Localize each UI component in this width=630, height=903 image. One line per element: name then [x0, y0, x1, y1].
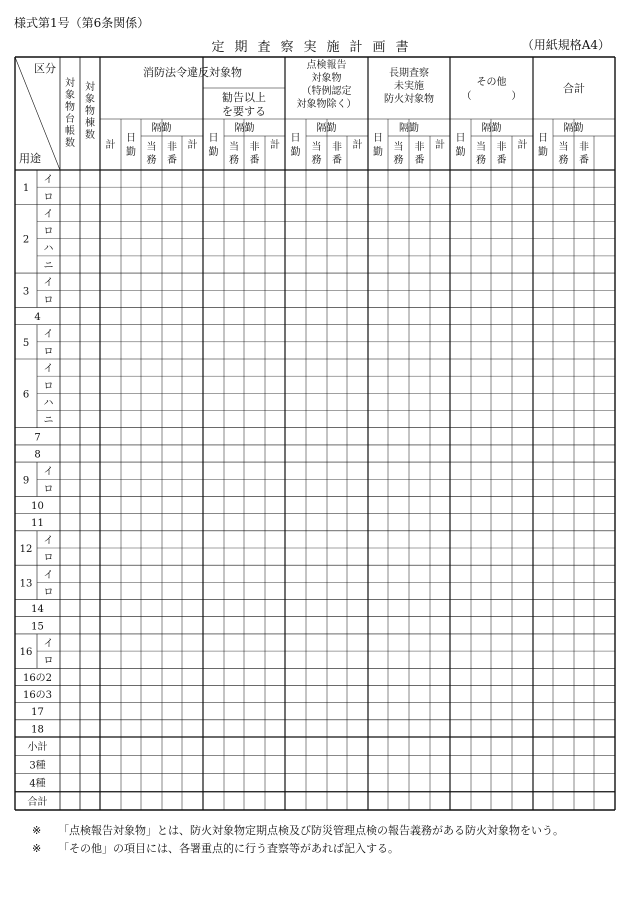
use-subcategory-label: ロ	[43, 380, 54, 392]
longterm-group-header: 防火対象物	[384, 94, 434, 105]
use-subcategory-label: イ	[43, 466, 54, 478]
use-category-label: 13	[19, 578, 33, 590]
nikkin-header: 勤	[290, 147, 301, 158]
daicho-count-header: 対	[65, 78, 75, 89]
use-subcategory-label: イ	[43, 638, 54, 650]
use-category-label: 9	[22, 475, 30, 487]
nikkin-header: 日	[538, 133, 548, 144]
hiban-header: 番	[496, 155, 507, 166]
nikkin-header: 日	[290, 133, 301, 144]
note-1-text: 「点検報告対象物」とは、防火対象物定期点検及び防災管理点検の報告義務がある防火対象物をいう。	[58, 824, 564, 837]
use-subcategory-label: イ	[43, 329, 54, 341]
kakkin-header: 隔勤	[399, 123, 419, 134]
use-subcategory-label: ニ	[43, 415, 54, 427]
use-category-label: 15	[31, 621, 44, 633]
building-count-header: 象	[85, 94, 95, 105]
use-category-label: 5	[22, 337, 30, 349]
use-subcategory-label: ニ	[43, 260, 54, 272]
kei-header: 計	[270, 140, 280, 151]
hiban-header: 非	[496, 142, 507, 153]
use-category-label: 16の2	[22, 672, 53, 684]
use-category-label: 11	[31, 518, 44, 530]
note-2-mark: ※	[32, 842, 42, 855]
nikkin-header: 勤	[455, 147, 466, 158]
use-category-label: 14	[31, 604, 44, 616]
kakkin-header: 隔勤	[316, 123, 337, 134]
use-category-label: 16の3	[22, 690, 53, 702]
toumu-header: 当	[229, 142, 239, 153]
page-title: 定期査察実施計画書	[211, 40, 419, 55]
hiban-header: 非	[332, 142, 342, 153]
note-2-text: 「その他」の項目には、各署重点的に行う査察等があれば記入する。	[58, 842, 399, 855]
toumu-header: 務	[558, 155, 569, 166]
building-count-header: 対	[85, 82, 95, 93]
toumu-header: 当	[393, 142, 404, 153]
daicho-count-header: 数	[65, 138, 75, 149]
note-1	[32, 822, 564, 838]
violation-group-header: 消防法令違反対象物	[143, 66, 242, 79]
total-group-header: 合計	[563, 82, 585, 95]
summary-row-label: 4種	[29, 778, 46, 790]
toumu-header: 当	[146, 142, 157, 153]
use-category-label: 16	[19, 647, 33, 659]
hiban-header: 番	[579, 155, 589, 166]
toumu-header: 当	[558, 142, 569, 153]
hiban-header: 番	[332, 155, 342, 166]
toumu-header: 務	[476, 155, 486, 166]
kakkin-header: 隔勤	[563, 123, 584, 134]
kankoku-header: を要する	[222, 105, 266, 118]
use-subcategory-label: イ	[43, 174, 54, 186]
kei-header: 計	[352, 140, 363, 151]
hiban-header: 非	[579, 142, 589, 153]
kei-header: 計	[187, 140, 198, 151]
inspection-group-header: （特例認定	[301, 86, 352, 97]
use-subcategory-label: ロ	[43, 483, 54, 495]
use-subcategory-label: ロ	[43, 586, 54, 598]
longterm-group-header: 未実施	[394, 81, 424, 92]
note-2	[32, 840, 399, 856]
hiban-header: 番	[249, 155, 260, 166]
use-subcategory-label: ロ	[43, 552, 54, 564]
hiban-header: 非	[167, 142, 177, 153]
toumu-header: 務	[393, 155, 404, 166]
use-subcategory-label: イ	[43, 363, 54, 375]
use-category-label: 1	[22, 183, 30, 195]
nikkin-header: 日	[126, 133, 136, 144]
summary-row-label: 3種	[29, 760, 46, 772]
hiban-header: 非	[249, 142, 260, 153]
use-subcategory-label: ハ	[43, 243, 54, 255]
nikkin-header: 勤	[208, 147, 219, 158]
use-category-label: 12	[19, 544, 33, 555]
kakkin-header: 隔勤	[481, 123, 502, 134]
daicho-count-header: 物	[65, 102, 75, 113]
use-subcategory-label: ロ	[43, 655, 54, 667]
use-subcategory-label: イ	[43, 277, 54, 289]
use-category-label: 18	[31, 724, 44, 736]
use-category-label: 3	[22, 286, 30, 298]
use-category-label: 7	[34, 432, 41, 444]
use-subcategory-label: ハ	[43, 397, 54, 409]
nikkin-header: 日	[455, 133, 466, 144]
yoto-label: 用途	[19, 152, 41, 165]
kakkin-header: 隔勤	[234, 123, 255, 134]
kei-header: 計	[517, 140, 528, 151]
other-group-header: （ ）	[461, 91, 522, 102]
inspection-group-header: 点検報告	[306, 60, 347, 71]
building-count-header: 物	[85, 106, 95, 117]
use-category-label: 2	[22, 234, 30, 246]
toumu-header: 当	[476, 142, 486, 153]
toumu-header: 務	[311, 155, 322, 166]
kakkin-header: 隔勤	[151, 123, 172, 134]
use-subcategory-label: ロ	[43, 294, 54, 306]
nikkin-header: 日	[208, 133, 219, 144]
use-subcategory-label: ロ	[43, 346, 54, 358]
note-1-mark: ※	[32, 824, 42, 837]
kubun-label: 区分	[34, 62, 56, 75]
use-subcategory-label: イ	[43, 208, 54, 220]
building-count-header: 数	[85, 130, 95, 141]
paper-size-label: （用紙規格A4）	[521, 38, 610, 52]
other-group-header: その他	[476, 77, 507, 88]
use-subcategory-label: イ	[43, 535, 54, 547]
use-subcategory-label: イ	[43, 569, 54, 581]
kei-header: 計	[105, 140, 116, 151]
toumu-header: 当	[311, 142, 322, 153]
daicho-count-header: 台	[65, 114, 75, 125]
use-category-label: 4	[34, 312, 41, 324]
toumu-header: 務	[229, 155, 239, 166]
summary-row-label: 小計	[27, 742, 48, 754]
use-subcategory-label: ロ	[43, 226, 54, 238]
hiban-header: 非	[414, 142, 425, 153]
nikkin-header: 勤	[126, 147, 136, 158]
nikkin-header: 勤	[538, 147, 548, 158]
toumu-header: 務	[146, 155, 157, 166]
longterm-group-header: 長期査察	[389, 68, 429, 79]
daicho-count-header: 帳	[65, 126, 75, 137]
hiban-header: 番	[167, 155, 177, 166]
use-category-label: 6	[22, 389, 30, 401]
inspection-group-header: 対象物除く）	[296, 99, 357, 110]
building-count-header: 棟	[85, 118, 95, 129]
daicho-count-header: 象	[65, 90, 75, 101]
hiban-header: 番	[414, 155, 425, 166]
use-subcategory-label: ロ	[43, 191, 54, 203]
nikkin-header: 日	[373, 133, 383, 144]
use-category-label: 17	[31, 707, 44, 719]
nikkin-header: 勤	[373, 147, 383, 158]
kei-header: 計	[435, 140, 445, 151]
use-category-label: 8	[34, 449, 41, 461]
kankoku-header: 勧告以上	[222, 91, 266, 104]
inspection-group-header: 対象物	[311, 73, 342, 84]
form-number-label: 様式第1号（第6条関係）	[14, 16, 150, 30]
summary-row-label: 合計	[27, 796, 48, 808]
use-category-label: 10	[31, 501, 44, 513]
